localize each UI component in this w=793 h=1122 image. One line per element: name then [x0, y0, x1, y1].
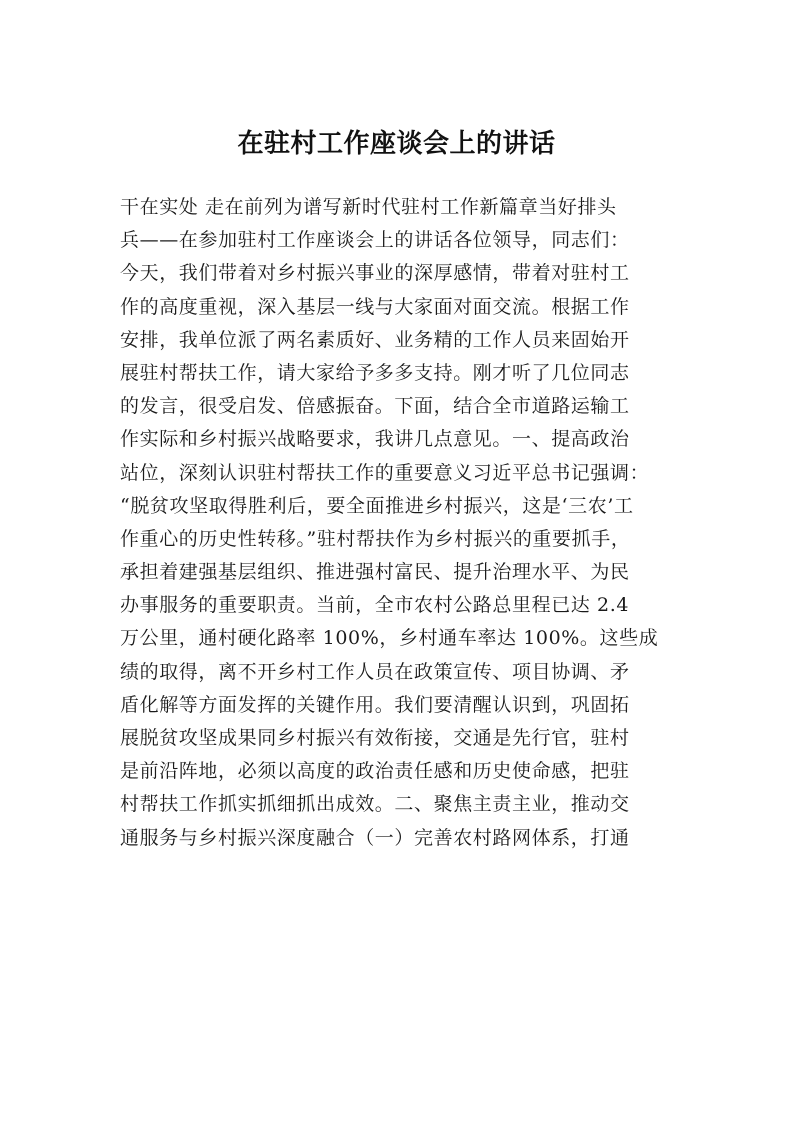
body-line: 是前沿阵地，必须以高度的政治责任感和历史使命感，把驻	[120, 760, 630, 783]
body-line: 的发言，很受启发、倍感振奋。下面，结合全市道路运输工	[120, 395, 630, 418]
body-line: 安排，我单位派了两名素质好、业务精的工作人员来固始开	[120, 328, 630, 351]
body-line: 通服务与乡村振兴深度融合（一）完善农村路网体系，打通	[120, 826, 630, 849]
body-line: 盾化解等方面发挥的关键作用。我们要清醒认识到，巩固拓	[120, 693, 630, 716]
body-line: 作重心的历史性转移。”驻村帮扶作为乡村振兴的重要抓手，	[120, 527, 631, 550]
body-line: “脱贫攻坚取得胜利后，要全面推进乡村振兴，这是‘三农’工	[120, 494, 634, 517]
body-line: 今天，我们带着对乡村振兴事业的深厚感情，带着对驻村工	[120, 262, 630, 285]
body-line: 承担着建强基层组织、推进强村富民、提升治理水平、为民	[120, 561, 630, 584]
document-body	[120, 191, 680, 855]
document-title: 在驻村工作座谈会上的讲话	[237, 129, 556, 159]
body-line: 展脱贫攻坚成果同乡村振兴有效衔接，交通是先行官，驻村	[120, 727, 630, 749]
body-line: 作实际和乡村振兴战略要求，我讲几点意见。一、提高政治	[120, 428, 630, 451]
body-line: 办事服务的重要职责。当前，全市农村公路总里程已达 2.4	[120, 594, 630, 617]
body-line: 作的高度重视，深入基层一线与大家面对面交流。根据工作	[120, 295, 630, 318]
body-line: 村帮扶工作抓实抓细抓出成效。二、聚焦主责主业，推动交	[120, 793, 630, 816]
body-line: 展驻村帮扶工作，请大家给予多多支持。刚才听了几位同志	[120, 361, 630, 384]
body-line: 站位，深刻认识驻村帮扶工作的重要意义习近平总书记强调：	[120, 461, 650, 484]
body-line: 兵——在参加驻村工作座谈会上的讲话各位领导，同志们：	[120, 229, 630, 252]
body-line: 绩的取得，离不开乡村工作人员在政策宣传、项目协调、矛	[120, 660, 630, 683]
body-line: 干在实处 走在前列为谱写新时代驻村工作新篇章当好排头	[120, 196, 617, 218]
body-line: 万公里，通村硬化路率 100%，乡村通车率达 100%。这些成	[120, 627, 659, 650]
